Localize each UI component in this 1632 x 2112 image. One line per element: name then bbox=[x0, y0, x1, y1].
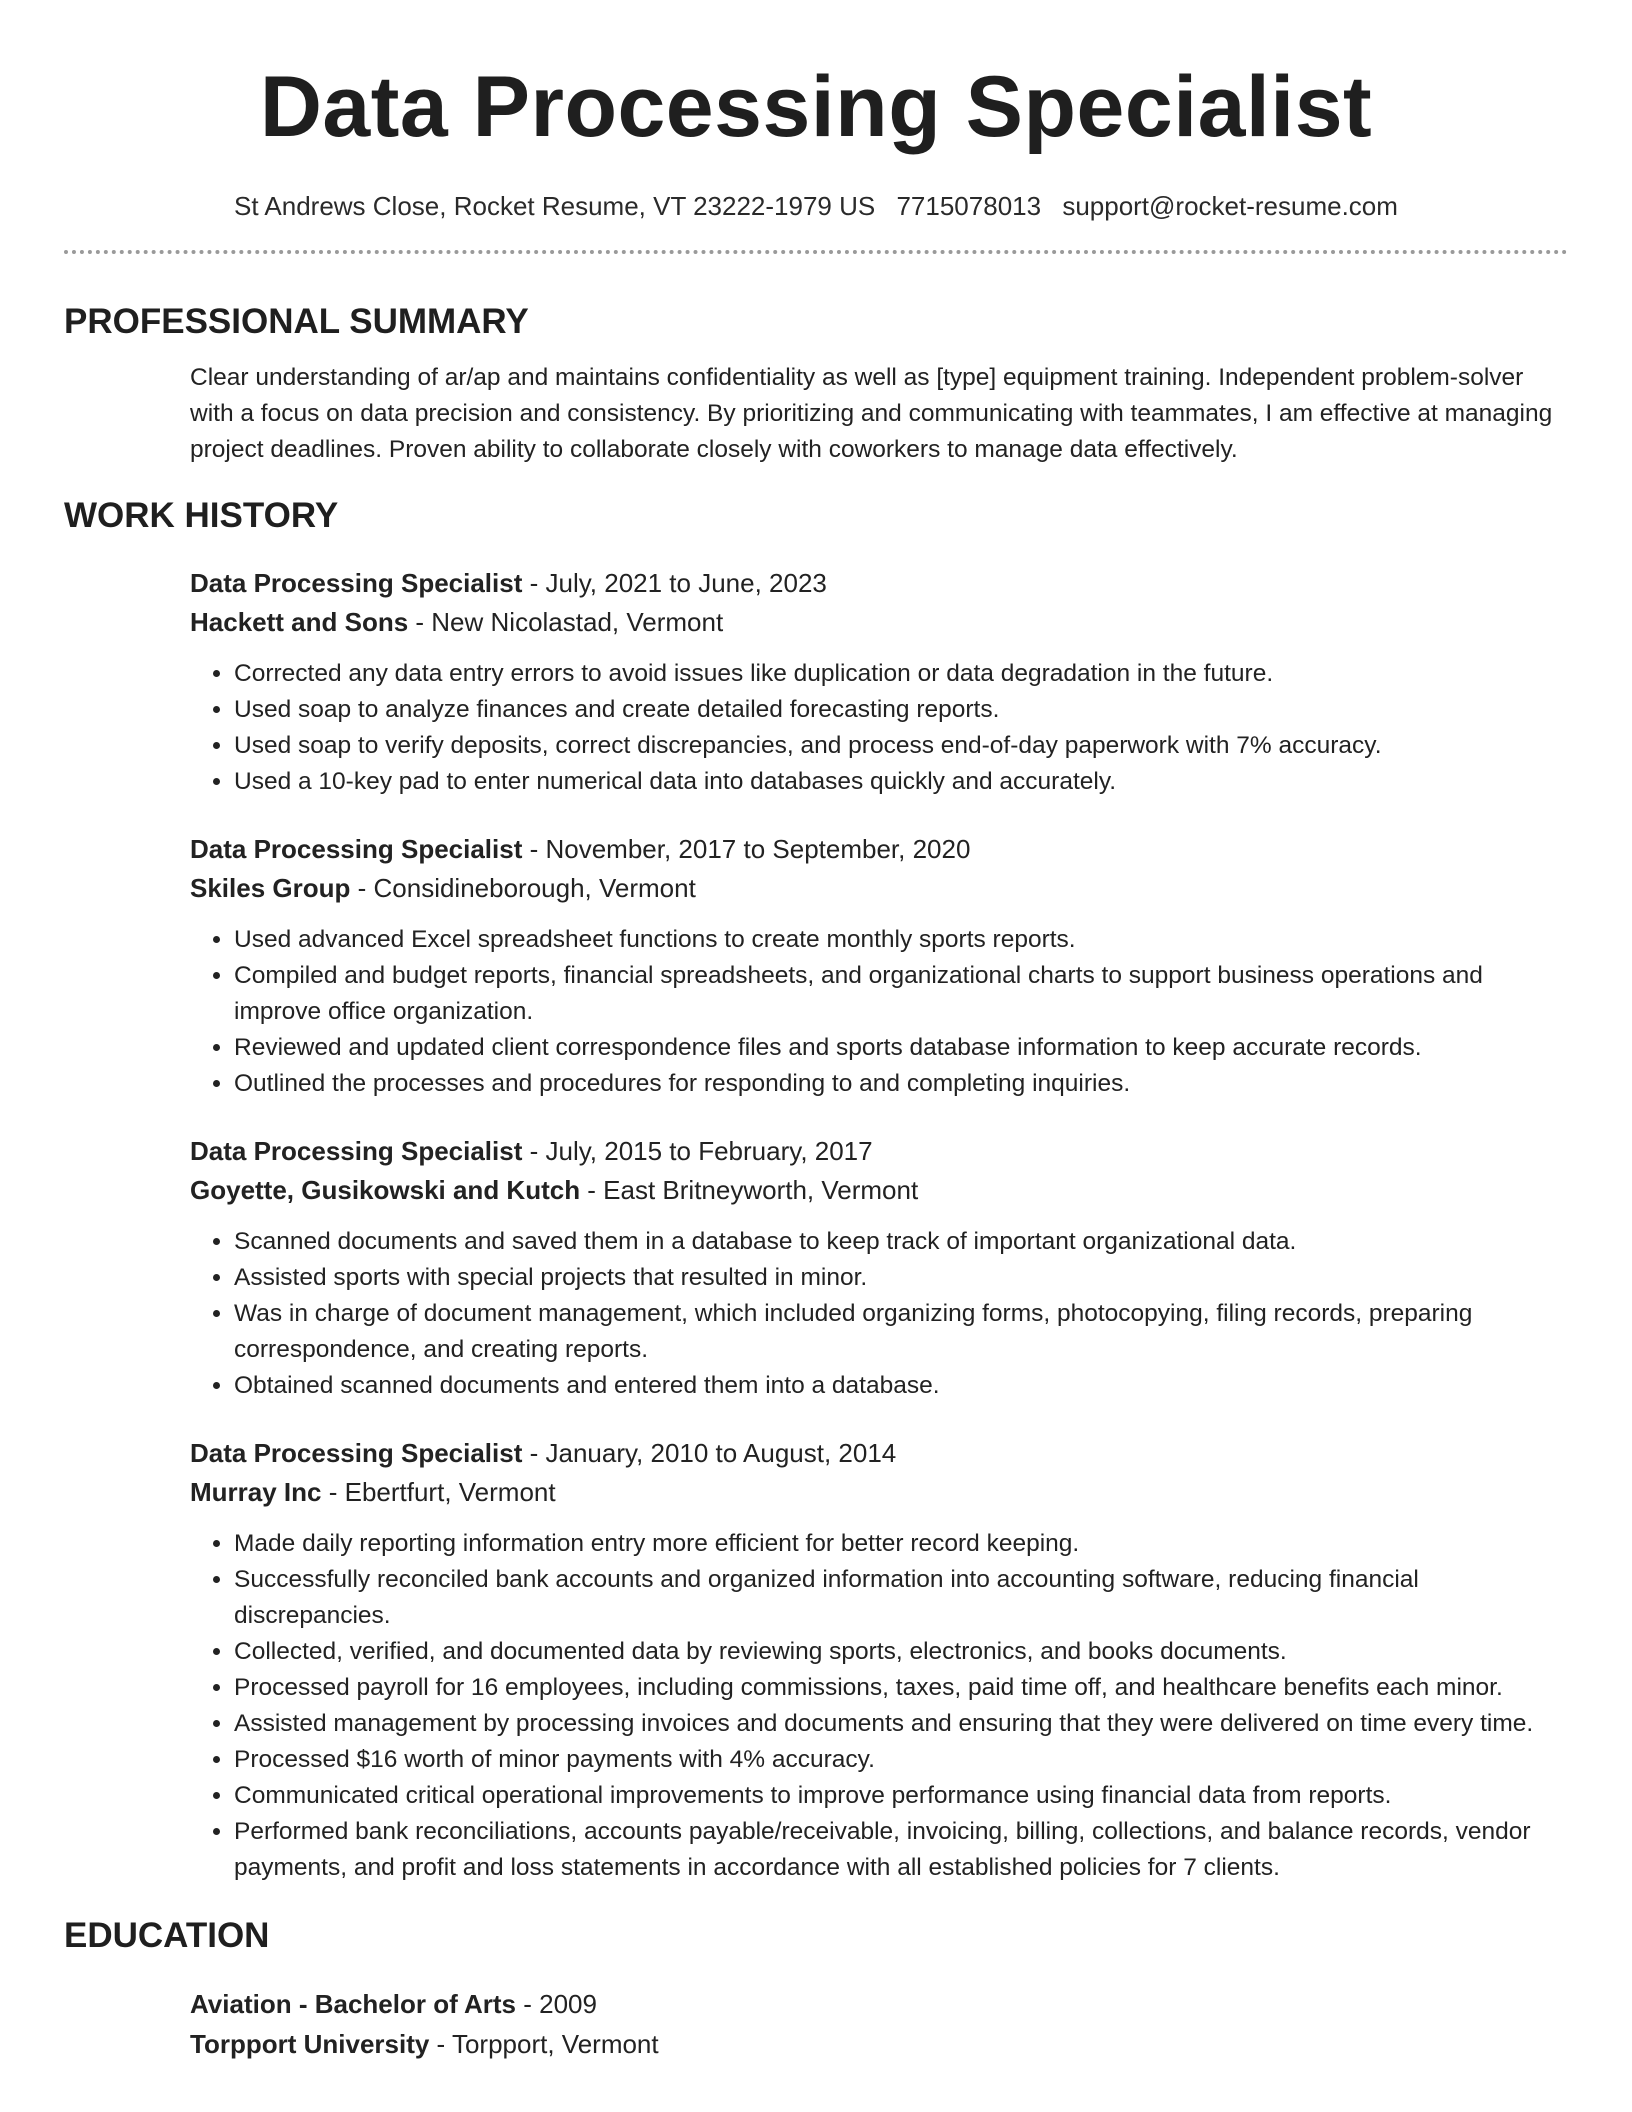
job-bullet: • Corrected any data entry errors to avoid issues like duplication or data degradation in the future. bbox=[234, 656, 1568, 692]
job-role-line bbox=[190, 830, 1568, 869]
job-company: Hackett and Sons bbox=[190, 607, 409, 637]
section-title-summary: PROFESSIONAL SUMMARY bbox=[64, 302, 529, 341]
job-bullet: • Assisted management by processing invoices and documents and ensuring that they were delivered on time every time. bbox=[234, 1706, 1568, 1742]
job-bullet: • Compiled and budget reports, financial spreadsheets, and organizational charts to support business operations and improve office organization. bbox=[234, 958, 1568, 1030]
education-location: - Torpport, Vermont bbox=[429, 2029, 659, 2059]
job-role-line bbox=[190, 1434, 1568, 1473]
job-bullet: • Assisted sports with special projects that resulted in minor. bbox=[234, 1260, 1568, 1296]
education-degree: Aviation - Bachelor of Arts bbox=[190, 1989, 517, 2019]
job-role: Data Processing Specialist bbox=[190, 1438, 523, 1468]
job-location: - East Britneyworth, Vermont bbox=[580, 1175, 919, 1205]
job-bullet: • Successfully reconciled bank accounts and organized information into accounting software, reducing financial discrepancies. bbox=[234, 1562, 1568, 1634]
job-company-line bbox=[190, 603, 1568, 642]
job-entry bbox=[190, 830, 1568, 1102]
education-year: - 2009 bbox=[516, 1989, 597, 2019]
contact-email: support@rocket-resume.com bbox=[1062, 191, 1398, 221]
job-bullet: • Communicated critical operational improvements to improve performance using financial data from reports. bbox=[234, 1778, 1568, 1814]
job-bullet: • Reviewed and updated client correspondence files and sports database information to keep accurate records. bbox=[234, 1030, 1568, 1066]
education-school-line bbox=[190, 2024, 1568, 2064]
job-company: Murray Inc bbox=[190, 1477, 322, 1507]
job-role: Data Processing Specialist bbox=[190, 568, 523, 598]
job-dates: - November, 2017 to September, 2020 bbox=[522, 834, 971, 864]
job-bullet: • Processed $16 worth of minor payments with 4% accuracy. bbox=[234, 1742, 1568, 1778]
job-bullet: • Used advanced Excel spreadsheet functions to create monthly sports reports. bbox=[234, 922, 1568, 958]
job-bullets bbox=[190, 656, 1568, 800]
job-bullets bbox=[190, 1224, 1568, 1404]
job-bullet: • Obtained scanned documents and entered them into a database. bbox=[234, 1368, 1568, 1404]
job-bullet: • Outlined the processes and procedures for responding to and completing inquiries. bbox=[234, 1066, 1568, 1102]
job-entry bbox=[190, 1132, 1568, 1404]
job-entry bbox=[190, 1434, 1568, 1886]
education-school: Torpport University bbox=[190, 2029, 430, 2059]
job-bullet: • Made daily reporting information entry more efficient for better record keeping. bbox=[234, 1526, 1568, 1562]
job-location: - Considineborough, Vermont bbox=[350, 873, 696, 903]
job-dates: - July, 2021 to June, 2023 bbox=[522, 568, 827, 598]
job-bullet: • Used soap to analyze finances and create detailed forecasting reports. bbox=[234, 692, 1568, 728]
job-role: Data Processing Specialist bbox=[190, 834, 523, 864]
job-role-line bbox=[190, 1132, 1568, 1171]
summary-text: Clear understanding of ar/ap and maintains confidentiality as well as [type] equipment training. Independent problem-solver with a focus on data precision and consistency. By prioritizing and communicating with teammates, I am effective at managing project deadlines. Proven ability to collaborate closely with coworkers to manage data effectively. bbox=[190, 364, 1553, 463]
contact-phone: 7715078013 bbox=[896, 191, 1042, 221]
job-bullet: • Performed bank reconciliations, accounts payable/receivable, invoicing, billing, collections, and balance records, vendor payments, and profit and loss statements in accordance with all established policies for 7 clients. bbox=[234, 1814, 1568, 1886]
job-company-line bbox=[190, 869, 1568, 908]
job-bullet: • Used soap to verify deposits, correct discrepancies, and process end-of-day paperwork with 7% accuracy. bbox=[234, 728, 1568, 764]
job-dates: - July, 2015 to February, 2017 bbox=[522, 1136, 873, 1166]
job-bullets bbox=[190, 1526, 1568, 1886]
job-bullets bbox=[190, 922, 1568, 1102]
job-dates: - January, 2010 to August, 2014 bbox=[522, 1438, 897, 1468]
job-location: - New Nicolastad, Vermont bbox=[408, 607, 724, 637]
resume-page bbox=[64, 0, 1568, 2064]
job-bullet: • Processed payroll for 16 employees, including commissions, taxes, paid time off, and healthcare benefits each minor. bbox=[234, 1670, 1568, 1706]
job-company: Skiles Group bbox=[190, 873, 351, 903]
job-role: Data Processing Specialist bbox=[190, 1136, 523, 1166]
education-degree-line bbox=[190, 1984, 1568, 2024]
job-bullet: • Scanned documents and saved them in a database to keep track of important organizational data. bbox=[234, 1224, 1568, 1260]
section-title-work-history: WORK HISTORY bbox=[64, 496, 339, 535]
job-role-line bbox=[190, 564, 1568, 603]
section-title-education: EDUCATION bbox=[64, 1916, 270, 1955]
job-bullet: • Was in charge of document management, which included organizing forms, photocopying, filing records, preparing correspondence, and creating reports. bbox=[234, 1296, 1568, 1368]
job-company-line bbox=[190, 1473, 1568, 1512]
header-divider bbox=[64, 250, 1568, 254]
resume-name: Data Processing Specialist bbox=[259, 59, 1373, 155]
job-company: Goyette, Gusikowski and Kutch bbox=[190, 1175, 581, 1205]
job-bullet: • Collected, verified, and documented data by reviewing sports, electronics, and books documents. bbox=[234, 1634, 1568, 1670]
contact-line bbox=[64, 188, 1568, 224]
job-company-line bbox=[190, 1171, 1568, 1210]
job-entry bbox=[190, 564, 1568, 800]
job-bullet: • Used a 10-key pad to enter numerical data into databases quickly and accurately. bbox=[234, 764, 1568, 800]
job-location: - Ebertfurt, Vermont bbox=[321, 1477, 556, 1507]
contact-address: St Andrews Close, Rocket Resume, VT 23222-1979 US bbox=[234, 191, 876, 221]
education-entry bbox=[190, 1984, 1568, 2064]
